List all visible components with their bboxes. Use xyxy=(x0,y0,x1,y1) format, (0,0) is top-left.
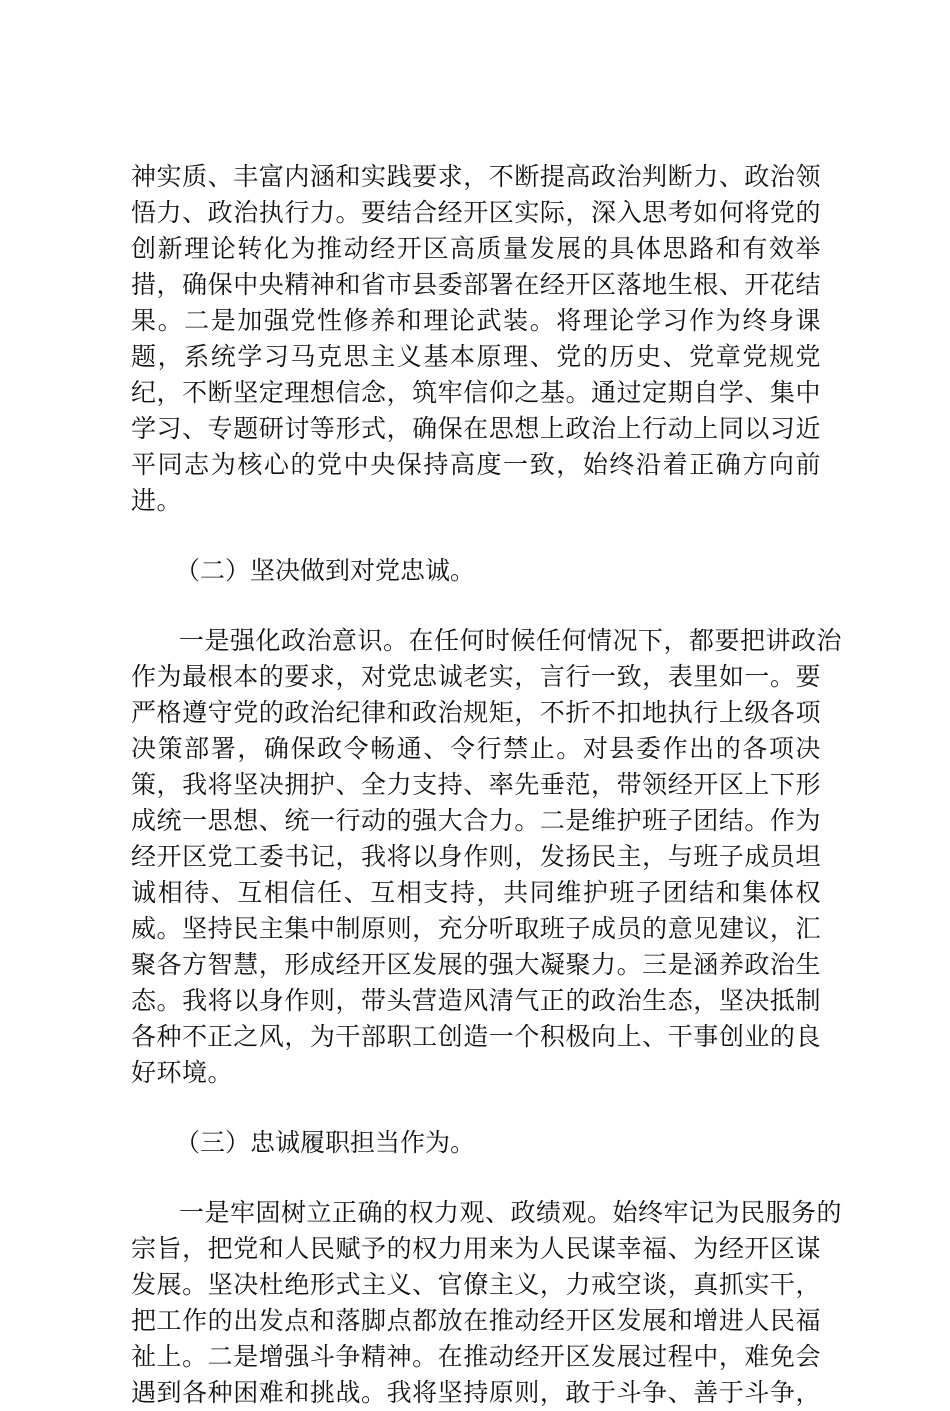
text-line: 聚各方智慧，形成经开区发展的强大凝聚力。三是涵养政治生 xyxy=(131,950,821,979)
text-line: 遇到各种困难和挑战。我将坚持原则，敢于斗争、善于斗争， xyxy=(131,1378,821,1407)
text-line: 作为最根本的要求，对党忠诚老实，言行一致，表里如一。要 xyxy=(131,662,821,691)
text-line: 悟力、政治执行力。要结合经开区实际，深入思考如何将党的 xyxy=(131,198,821,227)
text-line: 各种不正之风，为干部职工创造一个积极向上、干事创业的良 xyxy=(131,1022,821,1051)
text-line: 决策部署，确保政令畅通、令行禁止。对县委作出的各项决 xyxy=(131,734,821,763)
text-line: 策，我将坚决拥护、全力支持、率先垂范，带领经开区上下形 xyxy=(131,770,821,799)
text-line: 态。我将以身作则，带头营造风清气正的政治生态，坚决抵制 xyxy=(131,986,821,1015)
text-line: 把工作的出发点和落脚点都放在推动经开区发展和增进人民福 xyxy=(131,1306,821,1335)
text-line: 成统一思想、统一行动的强大合力。二是维护班子团结。作为 xyxy=(131,806,821,835)
text-line: 好环境。 xyxy=(131,1058,234,1087)
text-line: 祉上。二是增强斗争精神。在推动经开区发展过程中，难免会 xyxy=(131,1342,821,1371)
document-body xyxy=(131,159,843,1411)
text-line: 题，系统学习马克思主义基本原理、党的历史、党章党规党 xyxy=(131,342,821,371)
text-line: 宗旨，把党和人民赋予的权力用来为人民谋幸福、为经开区谋 xyxy=(131,1234,821,1263)
text-line: 严格遵守党的政治纪律和政治规矩，不折不扣地执行上级各项 xyxy=(131,698,821,727)
text-line: 威。坚持民主集中制原则，充分听取班子成员的意见建议，汇 xyxy=(131,914,821,943)
paragraph-1 xyxy=(131,159,821,519)
text-line: 创新理论转化为推动经开区高质量发展的具体思路和有效举 xyxy=(131,234,821,263)
text-line: 神实质、丰富内涵和实践要求，不断提高政治判断力、政治领 xyxy=(131,162,821,191)
text-line: 一是牢固树立正确的权力观、政绩观。始终牢记为民服务的 xyxy=(179,1198,843,1227)
paragraph-3 xyxy=(131,1195,843,1411)
paragraph-2 xyxy=(131,623,843,1091)
section-heading-2: （二）坚决做到对党忠诚。 xyxy=(175,556,476,585)
text-line: 学习、专题研讨等形式，确保在思想上政治上行动上同以习近 xyxy=(131,414,821,443)
text-line: 纪，不断坚定理想信念，筑牢信仰之基。通过定期自学、集中 xyxy=(131,378,821,407)
text-line: 果。二是加强党性修养和理论武装。将理论学习作为终身课 xyxy=(131,306,821,335)
text-line: 一是强化政治意识。在任何时候任何情况下，都要把讲政治 xyxy=(179,626,843,655)
text-line: 措，确保中央精神和省市县委部署在经开区落地生根、开花结 xyxy=(131,270,821,299)
text-line: 平同志为核心的党中央保持高度一致，始终沿着正确方向前 xyxy=(131,450,821,479)
text-line: 经开区党工委书记，我将以身作则，发扬民主，与班子成员坦 xyxy=(131,842,821,871)
section-heading-3: （三）忠诚履职担当作为。 xyxy=(175,1128,476,1157)
text-line: 诚相待、互相信任、互相支持，共同维护班子团结和集体权 xyxy=(131,878,821,907)
text-line: 进。 xyxy=(131,486,183,515)
text-line: 发展。坚决杜绝形式主义、官僚主义，力戒空谈，真抓实干， xyxy=(131,1270,821,1299)
